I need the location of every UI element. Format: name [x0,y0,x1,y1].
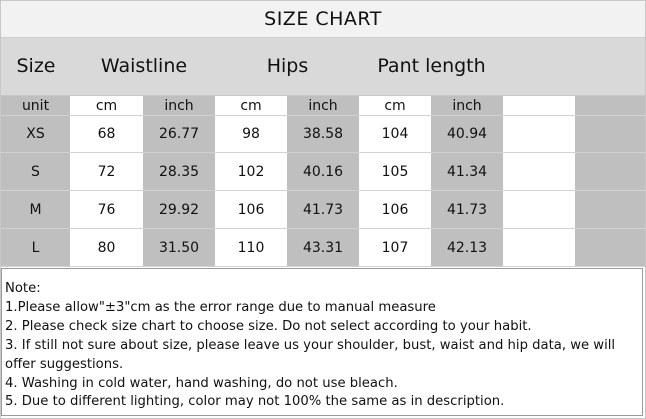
unit-cell: inch [287,96,359,116]
table-cell: 29.92 [143,191,215,229]
table-cell: 105 [359,153,431,191]
table-cell: 41.73 [431,191,503,229]
table-cell: 42.13 [431,229,503,267]
chart-title: SIZE CHART [1,1,645,38]
note-line: 1.Please allow"±3"cm as the error range due to manual measure [5,299,436,315]
empty-cell [575,153,645,191]
table-cell: 26.77 [143,116,215,153]
notes-box [1,268,643,416]
empty-cell [575,116,645,153]
table-cell: 68 [70,116,143,153]
note-line: 5. Due to different lighting, color may not 100% the same as in description. [5,394,505,410]
table-cell: 106 [215,191,287,229]
table-cell: 28.35 [143,153,215,191]
table-cell: 106 [359,191,431,229]
table-cell: L [1,229,70,267]
table-cell: 41.73 [287,191,359,229]
empty-cell [503,191,575,229]
table-cell: 31.50 [143,229,215,267]
table-cell: 40.94 [431,116,503,153]
table-cell: S [1,153,70,191]
table-cell: 104 [359,116,431,153]
table-cell: 102 [215,153,287,191]
empty-cell [575,191,645,229]
table-cell: XS [1,116,70,153]
column-header-row [1,38,645,96]
empty-cell [575,96,645,116]
table-cell: 76 [70,191,143,229]
empty-cell [503,96,575,116]
unit-cell: cm [215,96,287,116]
unit-cell: inch [143,96,215,116]
table-cell: M [1,191,70,229]
notes-heading: Note: [5,281,41,296]
table-cell: 107 [359,229,431,267]
header-pant-length: Pant length [377,55,486,77]
table-cell: 80 [70,229,143,267]
empty-cell [503,116,575,153]
unit-cell: cm [70,96,143,116]
table-cell: 43.31 [287,229,359,267]
unit-cell: unit [1,96,70,116]
empty-cell [575,229,645,267]
header-waistline: Waistline [100,55,188,77]
table-cell: 40.16 [287,153,359,191]
note-line: 3. If still not sure about size, please leave us your shoulder, bust, waist and hip data, we will offer suggestions. [5,337,616,372]
table-cell: 72 [70,153,143,191]
empty-cell [503,229,575,267]
note-line: 2. Please check size chart to choose size. Do not select according to your habit. [5,318,532,334]
unit-cell: inch [431,96,503,116]
table-cell: 98 [215,116,287,153]
table-cell: 110 [215,229,287,267]
empty-cell [503,153,575,191]
header-size: Size [16,55,56,77]
note-line: 4. Washing in cold water, hand washing, do not use bleach. [5,375,398,391]
unit-cell: cm [359,96,431,116]
table-cell: 41.34 [431,153,503,191]
table-cell: 38.58 [287,116,359,153]
header-hips: Hips [266,55,309,77]
